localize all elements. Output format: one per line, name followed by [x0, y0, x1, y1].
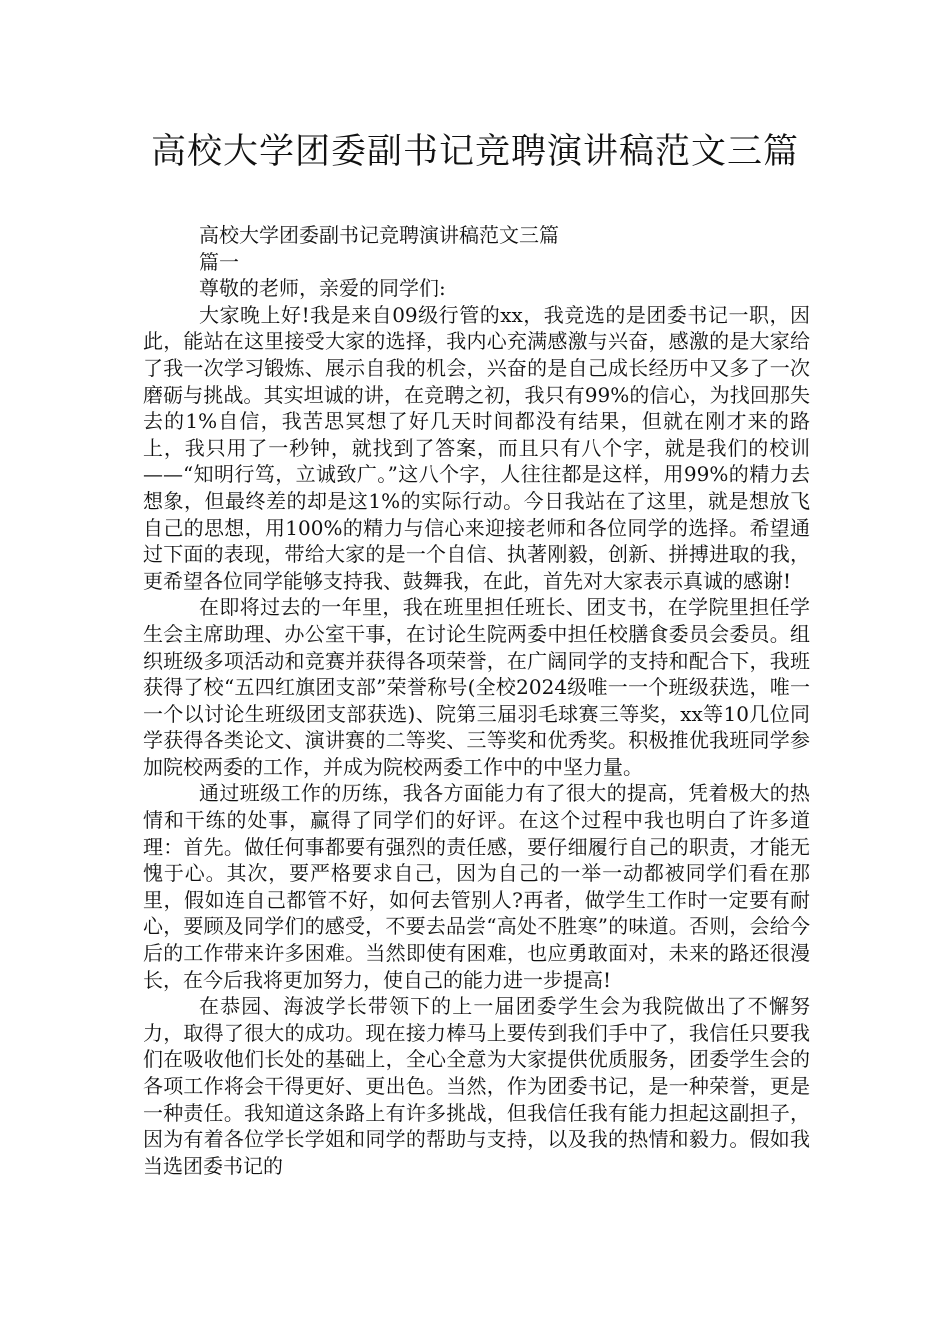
greeting-line: 尊敬的老师，亲爱的同学们: [199, 276, 446, 301]
paragraph-1: 大家晚上好!我是来自09级行管的xx，我竞选的是团委书记一职，因此，能站在这里接受大家的选择，我内心充满感激与兴奋，感激的是大家给了我一次学习锻炼、展示自我的机会，兴奋的是自己成长经历中又多了一次磨砺与挑战。其实坦诚的讲，在竞聘之初，我只有99%的信心，为找回那失去的1%自信，我苦思冥想了好几天时间都没有结果，但就在刚才来的路上，我只用了一秒钟，就找到了答案，而且只有八个字，就是我们的校训——“知明行笃，立诚致广。”这八个字，人往往都是这样，用99%的精力去想象，但最终差的却是这1%的实际行动。今日我站在了这里，就是想放飞自己的思想，用100%的精力与信心来迎接老师和各位同学的选择。希望通过下面的表现，带给大家的是一个自信、执著刚毅，创新、拼搏进取的我，更希望各位同学能够支持我、鼓舞我，在此，首先对大家表示真诚的感谢! [143, 302, 810, 593]
paragraph-4: 在恭园、海波学长带领下的上一届团委学生会为我院做出了不懈努力，取得了很大的成功。现在接力棒马上要传到我们手中了，我信任只要我们在吸收他们长处的基础上，全心全意为大家提供优质服务，团委学生会的各项工作将会干得更好、更出色。当然，作为团委书记，是一种荣誉，更是一种责任。我知道这条路上有许多挑战，但我信任我有能力担起这副担子，因为有着各位学长学姐和同学的帮助与支持，以及我的热情和毅力。假如我当选团委书记的 [143, 994, 810, 1178]
section-heading: 篇一 [199, 249, 239, 274]
paragraph-3: 通过班级工作的历练，我各方面能力有了很大的提高，凭着极大的热情和干练的处事，赢得了同学们的好评。在这个过程中我也明白了许多道理：首先。做任何事都要有强烈的责任感，要仔细履行自己的职责，才能无愧于心。其次，要严格要求自己，因为自己的一举一动都被同学们看在那里，假如连自己都管不好，如何去管别人?再者，做学生工作时一定要有耐心，要顾及同学们的感受，不要去品尝“高处不胜寒”的味道。否则，会给今后的工作带来许多困难。当然即使有困难，也应勇敢面对，未来的路还很漫长，在今后我将更加努力，使自己的能力进一步提高! [143, 781, 810, 992]
document-subtitle: 高校大学团委副书记竞聘演讲稿范文三篇 [199, 223, 559, 247]
document-body [143, 222, 810, 1179]
paragraph-2: 在即将过去的一年里，我在班里担任班长、团支书，在学院里担任学生会主席助理、办公室干事，在讨论生院两委中担任校膳食委员会委员。组织班级多项活动和竞赛并获得各项荣誉，在广阔同学的支持和配合下，我班获得了校“五四红旗团支部”荣誉称号(全校2024级唯一一个班级获选，唯一一个以讨论生班级团支部获选)、院第三届羽毛球赛三等奖，xx等10几位同学获得各类论文、演讲赛的二等奖、三等奖和优秀奖。积极推优我班同学参加院校两委的工作，并成为院校两委工作中的中坚力量。 [143, 595, 810, 779]
document-title: 高校大学团委副书记竞聘演讲稿范文三篇 [150, 132, 799, 172]
